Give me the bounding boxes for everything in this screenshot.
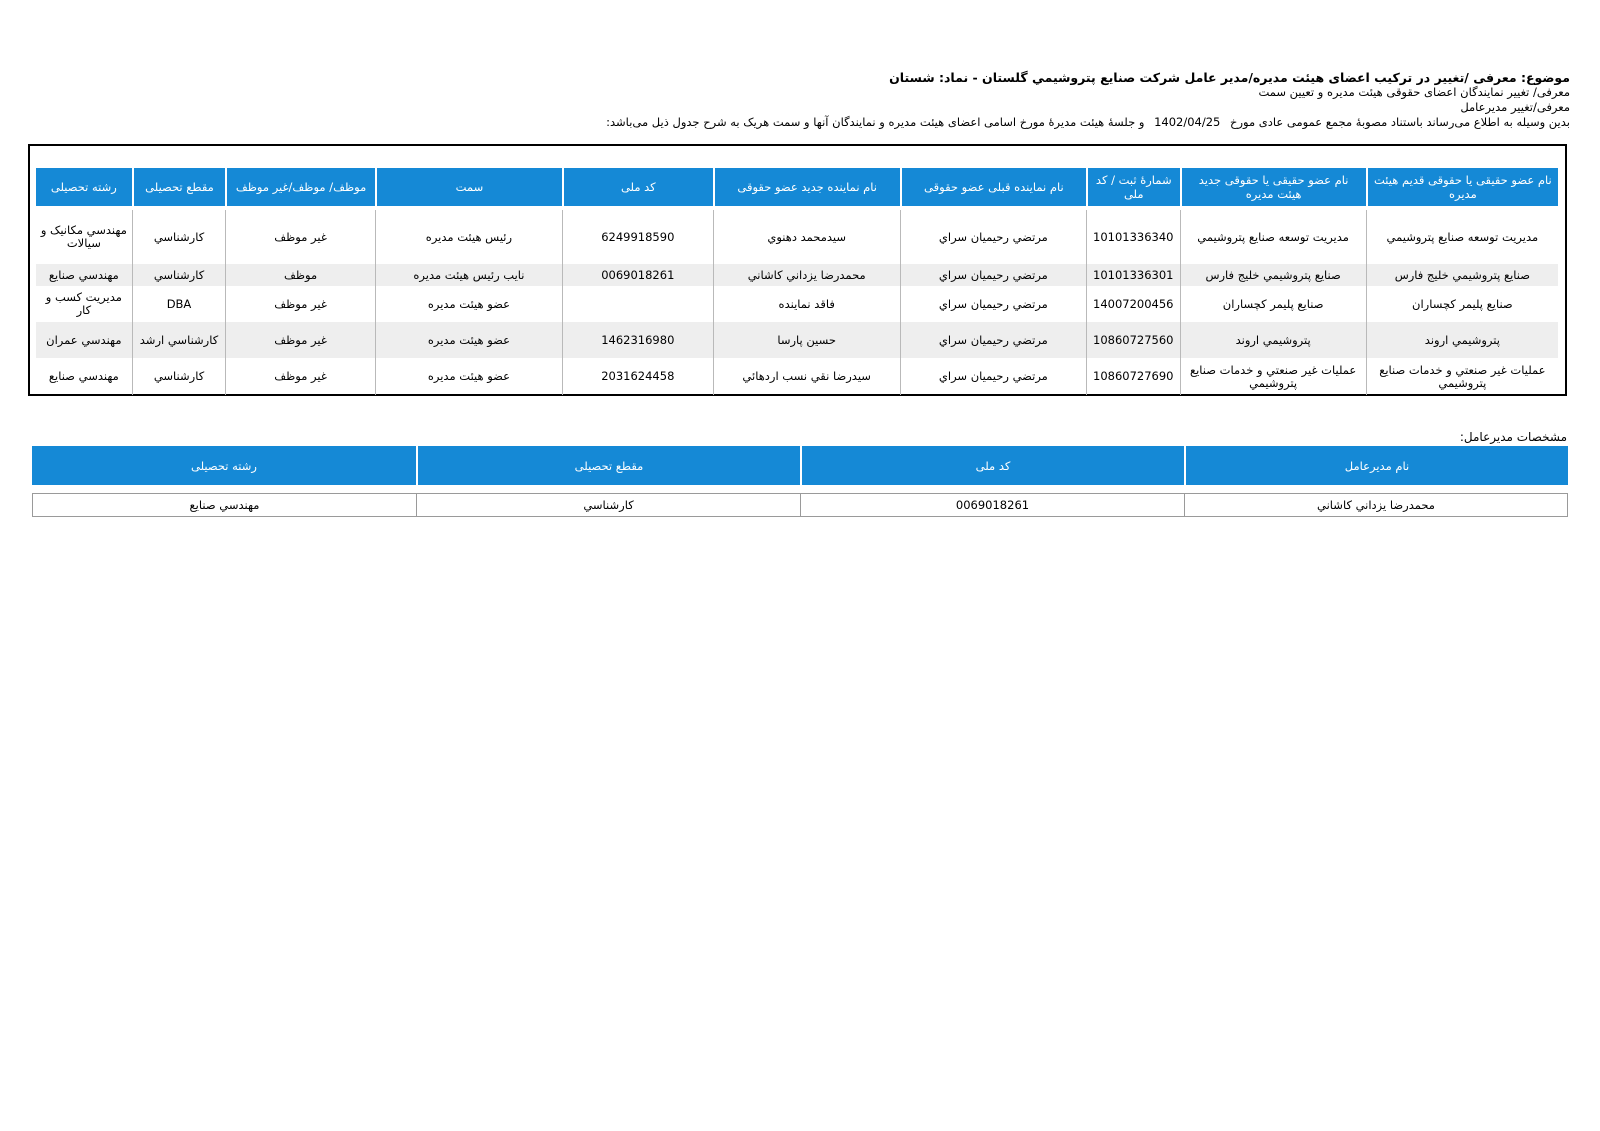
cell-position: عضو هيئت مديره [375, 286, 562, 322]
cell-new-representative: محمدرضا يزداني کاشاني [713, 264, 900, 286]
cell-position: عضو هيئت مديره [375, 322, 562, 358]
subtitle-representatives: معرفی/ تغییر نمایندگان اعضای حقوقی هیئت مدیره و تعیین سمت [1258, 85, 1570, 99]
cell-registration-no: 10101336340 [1086, 210, 1180, 264]
intro-sentence [170, 115, 1570, 130]
cell-new-representative: سيدمحمد دهنوي [713, 210, 900, 264]
cell-new-representative: حسين پارسا [713, 322, 900, 358]
table-row [32, 493, 1568, 517]
cell-previous-representative: مرتضي رحيميان سراي [900, 286, 1086, 322]
cell-employment-status: غير موظف [225, 358, 375, 395]
cell-previous-representative: مرتضي رحيميان سراي [900, 264, 1086, 286]
cell-new-member: مديريت توسعه صنايع پتروشيمي [1180, 210, 1366, 264]
cell-degree: DBA [132, 286, 226, 322]
cell-previous-representative: مرتضي رحيميان سراي [900, 210, 1086, 264]
cell-national-id: 1462316980 [562, 322, 713, 358]
ceo-header-row [32, 446, 1568, 485]
cell-national-id [562, 286, 713, 322]
board-header-row [36, 168, 1558, 206]
cell-old-member: عمليات غير صنعتي و خدمات صنايع پتروشيمي [1366, 358, 1558, 395]
cell-field-of-study: مديريت کسب و کار [45, 290, 122, 317]
col-ceo-degree: مقطع تحصیلی [416, 446, 800, 485]
meeting-date: 1402/04/25 [1154, 115, 1221, 129]
col-employment-status: موظف/ موظف/غیر موظف [225, 168, 375, 206]
board-members-table [36, 168, 1558, 395]
cell-new-representative: فاقد نماينده [713, 286, 900, 322]
col-registration-no: شمارهٔ ثبت / کد ملی [1086, 168, 1180, 206]
subtitle-ceo: معرفی/تغییر مدیرعامل [1460, 100, 1570, 114]
cell-old-member: مديريت توسعه صنايع پتروشيمي [1366, 210, 1558, 264]
col-degree: مقطع تحصیلی [132, 168, 226, 206]
table-row [36, 286, 1558, 322]
cell-degree: کارشناسي [132, 358, 226, 395]
cell-national-id: 0069018261 [562, 264, 713, 286]
cell-new-member: صنايع پليمر کچساران [1180, 286, 1366, 322]
cell-field-of-study: مهندسي صنايع [48, 369, 119, 383]
cell-previous-representative: مرتضي رحيميان سراي [900, 358, 1086, 395]
cell-field-of-study: مهندسي صنايع [36, 264, 132, 286]
board-members-box [28, 144, 1567, 396]
table-row [36, 358, 1558, 395]
intro-before-date: بدین وسیله به اطلاع می‌رساند باستناد مصوبهٔ مجمع عمومی عادی مورخ [1230, 115, 1570, 129]
cell-position: رئيس هيئت مديره [375, 210, 562, 264]
col-national-id: کد ملی [562, 168, 713, 206]
cell-national-id: 2031624458 [562, 358, 713, 395]
cell-position: نايب رئيس هيئت مديره [375, 264, 562, 286]
cell-national-id: 6249918590 [562, 210, 713, 264]
cell-new-member: عمليات غير صنعتي و خدمات صنايع پتروشيمي [1180, 358, 1366, 395]
col-field-of-study: رشته تحصیلی [36, 168, 132, 206]
col-old-member: نام عضو حقیقی یا حقوقی قدیم هیئت مدیره [1366, 168, 1558, 206]
cell-new-member: صنايع پتروشيمي خليج فارس [1180, 264, 1366, 286]
cell-old-member: صنايع پليمر کچساران [1366, 286, 1558, 322]
cell-registration-no: 10860727560 [1086, 322, 1180, 358]
ceo-table [32, 446, 1568, 517]
col-new-representative: نام نماینده جدید عضو حقوقی [713, 168, 900, 206]
cell-registration-no: 14007200456 [1086, 286, 1180, 322]
cell-registration-no: 10860727690 [1086, 358, 1180, 395]
cell-ceo-national-id: 0069018261 [800, 493, 1184, 517]
cell-degree: کارشناسي [132, 210, 226, 264]
table-row [36, 322, 1558, 358]
cell-ceo-field: مهندسي صنايع [32, 493, 416, 517]
cell-registration-no: 10101336301 [1086, 264, 1180, 286]
cell-field-of-study: مهندسي مکانيک و سيالات [40, 223, 127, 250]
table-row [36, 264, 1558, 286]
col-previous-representative: نام نماینده قبلی عضو حقوقی [900, 168, 1086, 206]
intro-after-date: و جلسهٔ هیئت مدیرهٔ مورخ اسامی اعضای هیئت مدیره و نمایندگان آنها و سمت هریک به شرح جدول ذیل می‌باشد: [606, 115, 1145, 129]
col-ceo-field: رشته تحصیلی [32, 446, 416, 485]
col-new-member: نام عضو حقیقی یا حقوقی جدید هیئت مدیره [1180, 168, 1366, 206]
cell-old-member: صنايع پتروشيمي خليج فارس [1366, 264, 1558, 286]
cell-degree: کارشناسي [132, 264, 226, 286]
cell-employment-status: غير موظف [225, 210, 375, 264]
cell-employment-status: غير موظف [225, 322, 375, 358]
subject-line: موضوع: معرفی /تغییر در ترکیب اعضای هیئت مدیره/مدیر عامل شرکت صنايع پتروشيمي گلستان - نماد: شستان [889, 70, 1570, 85]
cell-ceo-name: محمدرضا يزداني کاشاني [1184, 493, 1568, 517]
cell-ceo-degree: کارشناسي [416, 493, 800, 517]
cell-previous-representative: مرتضي رحيميان سراي [900, 322, 1086, 358]
ceo-section-title: مشخصات مدیرعامل: [1459, 430, 1567, 444]
cell-employment-status: موظف [225, 264, 375, 286]
cell-old-member: پتروشيمي اروند [1366, 322, 1558, 358]
cell-position: عضو هيئت مديره [375, 358, 562, 395]
table-row [36, 210, 1558, 264]
cell-new-member: پتروشيمي اروند [1180, 322, 1366, 358]
cell-new-representative: سيدرضا نقي نسب اردهائي [713, 358, 900, 395]
col-position: سمت [375, 168, 562, 206]
announcement-header [170, 70, 1570, 130]
cell-employment-status: غير موظف [225, 286, 375, 322]
col-ceo-national-id: کد ملی [800, 446, 1184, 485]
cell-field-of-study: مهندسي عمران [36, 322, 132, 358]
col-ceo-name: نام مدیرعامل [1184, 446, 1568, 485]
cell-degree: کارشناسي ارشد [132, 322, 226, 358]
